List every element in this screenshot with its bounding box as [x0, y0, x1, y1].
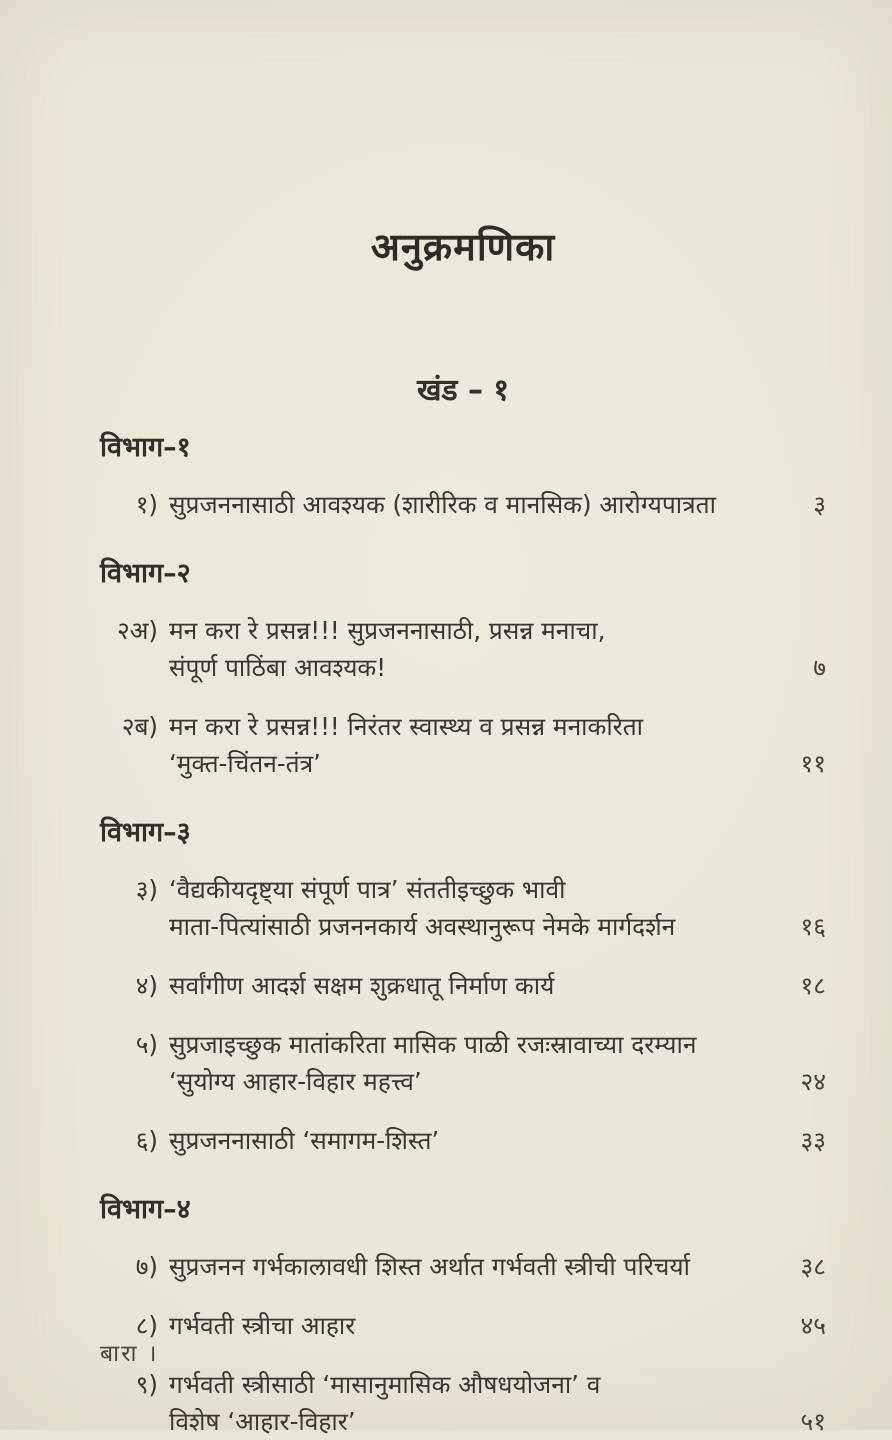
toc-item-title — [169, 708, 787, 782]
toc-item-line: गर्भवती स्त्रीसाठी ‘मासानुमासिक औषधयोजना’ व — [169, 1370, 601, 1399]
toc-item-page-number: ३ — [813, 490, 826, 519]
toc-item-page-number: १८ — [800, 971, 826, 1000]
toc-item — [100, 708, 826, 782]
toc-item-line: सुप्रजननासाठी आवश्यक (शारीरिक व मानसिक) आरोग्यपात्रता — [169, 490, 716, 519]
page-title: अनुक्रमणिका — [370, 225, 556, 269]
group-heading-1: विभाग–१ — [100, 432, 191, 463]
toc-item-line: मन करा रे प्रसन्न!!! निरंतर स्वास्थ्य व प्रसन्न मनाकरिता — [169, 712, 644, 741]
toc-item-line: विशेष ‘आहार-विहार’ — [169, 1407, 356, 1436]
toc-item-number: ९) — [135, 1370, 158, 1399]
toc-item — [100, 871, 826, 945]
toc-item-number: ५) — [135, 1030, 158, 1059]
toc-item-line: सुप्रजाइच्छुक मातांकरिता मासिक पाळी रजःस्रावाच्या दरम्यान — [169, 1030, 697, 1059]
toc-item-number: २अ) — [116, 616, 158, 645]
footer-page-label: बारा । — [100, 1341, 159, 1367]
toc-item — [100, 1248, 826, 1285]
toc-item-number: २ब) — [121, 712, 158, 741]
toc-item — [100, 1307, 826, 1344]
toc-item-line: ‘वैद्यकीयदृष्ट्या संपूर्ण पात्र’ संततीइच्छुक भावी — [169, 875, 566, 904]
toc-item-line: सुप्रजनन गर्भकालावधी शिस्त अर्थात गर्भवती स्त्रीची परिचर्या — [169, 1252, 690, 1281]
toc-content — [100, 0, 826, 1440]
toc-item-title — [169, 967, 787, 1004]
toc-item — [100, 967, 826, 1004]
toc-item — [100, 486, 826, 523]
group-heading-3: विभाग–३ — [100, 817, 191, 848]
toc-item-line: गर्भवती स्त्रीचा आहार — [169, 1311, 356, 1340]
toc-item-title — [169, 1026, 787, 1100]
toc-item-page-number: ३३ — [800, 1126, 826, 1155]
toc-item-number: ६) — [135, 1126, 158, 1155]
toc-item-number: ३) — [135, 875, 158, 904]
toc-item-line: ‘सुयोग्य आहार-विहार महत्त्व’ — [169, 1067, 422, 1096]
toc-item — [100, 1122, 826, 1159]
toc-item-title — [169, 486, 799, 523]
toc-item — [100, 1366, 826, 1440]
toc-item-line: ‘मुक्त-चिंतन-तंत्र’ — [169, 749, 321, 778]
toc-item-title — [169, 1307, 787, 1344]
toc-item-title — [169, 1366, 787, 1440]
toc-item-page-number: ७ — [813, 653, 826, 682]
toc-item-title — [169, 1122, 787, 1159]
toc-item-line: सुप्रजननासाठी ‘समागम-शिस्त’ — [169, 1126, 440, 1155]
toc-item-page-number: १६ — [800, 912, 826, 941]
toc-item-number: १) — [135, 490, 158, 519]
toc-item-page-number: ११ — [800, 749, 826, 778]
toc-item-page-number: ५१ — [800, 1407, 826, 1436]
toc-item-number: ४) — [135, 971, 158, 1000]
toc-item-line: मन करा रे प्रसन्न!!! सुप्रजननासाठी, प्रसन्न मनाचा, — [169, 616, 606, 645]
toc-item-line: सर्वांगीण आदर्श सक्षम शुक्रधातू निर्माण कार्य — [169, 971, 555, 1000]
toc-item-page-number: ४५ — [800, 1311, 826, 1340]
toc-item-title — [169, 612, 799, 686]
toc-item-title — [169, 871, 787, 945]
section-heading: खंड – १ — [416, 373, 510, 408]
toc-item — [100, 612, 826, 686]
toc-item-number: ८) — [135, 1311, 158, 1340]
group-heading-4: विभाग–४ — [100, 1194, 191, 1225]
toc-item-line: संपूर्ण पाठिंबा आवश्यक! — [169, 653, 387, 682]
toc-item-page-number: ३८ — [800, 1252, 826, 1281]
group-heading-2: विभाग–२ — [100, 558, 191, 589]
toc-item-title — [169, 1248, 787, 1285]
toc-item-page-number: २४ — [800, 1067, 826, 1096]
toc-item-number: ७) — [135, 1252, 158, 1281]
toc-item — [100, 1026, 826, 1100]
toc-item-line: माता-पित्यांसाठी प्रजननकार्य अवस्थानुरूप नेमके मार्गदर्शन — [169, 912, 676, 941]
